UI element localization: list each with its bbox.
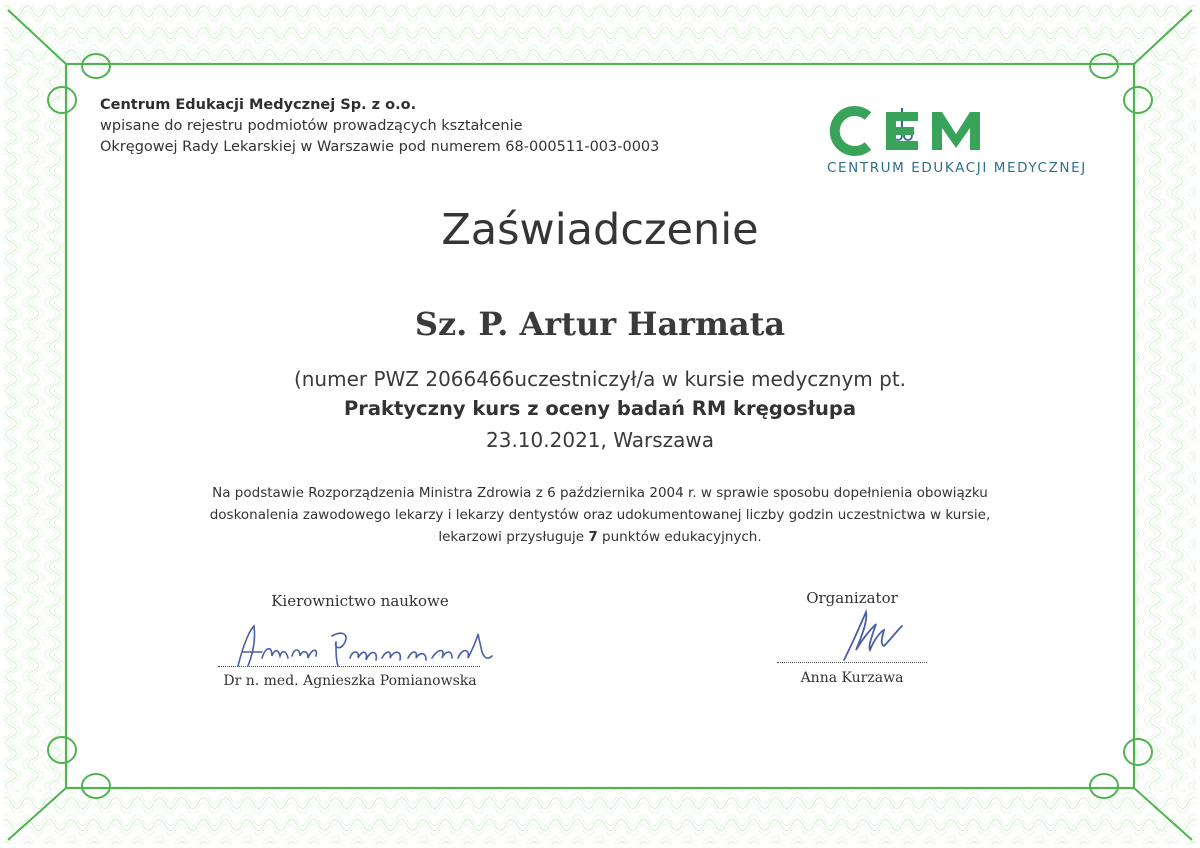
legal-line-3-suffix: punktów edukacyjnych.: [597, 529, 762, 545]
course-date-place: 23.10.2021, Warszawa: [486, 428, 714, 452]
legal-line-2: doskonalenia zawodowego lekarzy i lekarzy dentystów oraz udokumentowanej liczby godzin uczestnictwa w kursie,: [209, 507, 991, 523]
issuer-registry-number: Okręgowej Rady Lekarskiej w Warszawie pod numerem 68-000511-003-0003: [100, 139, 660, 155]
signature-kurzawa: [838, 606, 918, 664]
legal-basis: [150, 482, 1050, 548]
signature-line-right: [777, 662, 927, 663]
issuer-registry-line: wpisane do rejestru podmiotów prowadzących kształcenie: [100, 118, 523, 134]
signature-pomianowska: [232, 622, 502, 672]
issuer-block: [100, 95, 659, 158]
legal-line-3: [150, 526, 1050, 548]
issuer-name: Centrum Edukacji Medycznej Sp. z o.o.: [100, 97, 417, 113]
cem-logo: [820, 106, 1110, 186]
legal-line-1: Na podstawie Rozporządzenia Ministra Zdrowia z 6 października 2004 r. w sprawie sposobu dopełnienia obowiązku: [212, 485, 988, 501]
course-title: Praktyczny kurs z oceny badań RM kręgosłupa: [343, 397, 857, 420]
organizer-name: Anna Kurzawa: [800, 670, 904, 686]
education-points: 7: [588, 529, 598, 545]
cem-logo-mark: [820, 106, 1060, 156]
participation-statement: (numer PWZ 2066466uczestniczył/a w kursie medycznym pt.: [293, 367, 907, 391]
scientific-manager-name: Dr n. med. Agnieszka Pomianowska: [223, 673, 477, 689]
recipient-name: Sz. P. Artur Harmata: [414, 305, 786, 343]
cem-logo-subtitle: CENTRUM EDUKACJI MEDYCZNEJ: [827, 160, 1087, 176]
signature-line-left: [218, 666, 480, 667]
scientific-management-label: Kierownictwo naukowe: [271, 592, 449, 610]
organizer-label: Organizator: [806, 589, 898, 607]
legal-line-3-prefix: lekarzowi przysługuje: [438, 529, 589, 545]
certificate-title: Zaświadczenie: [441, 205, 759, 255]
